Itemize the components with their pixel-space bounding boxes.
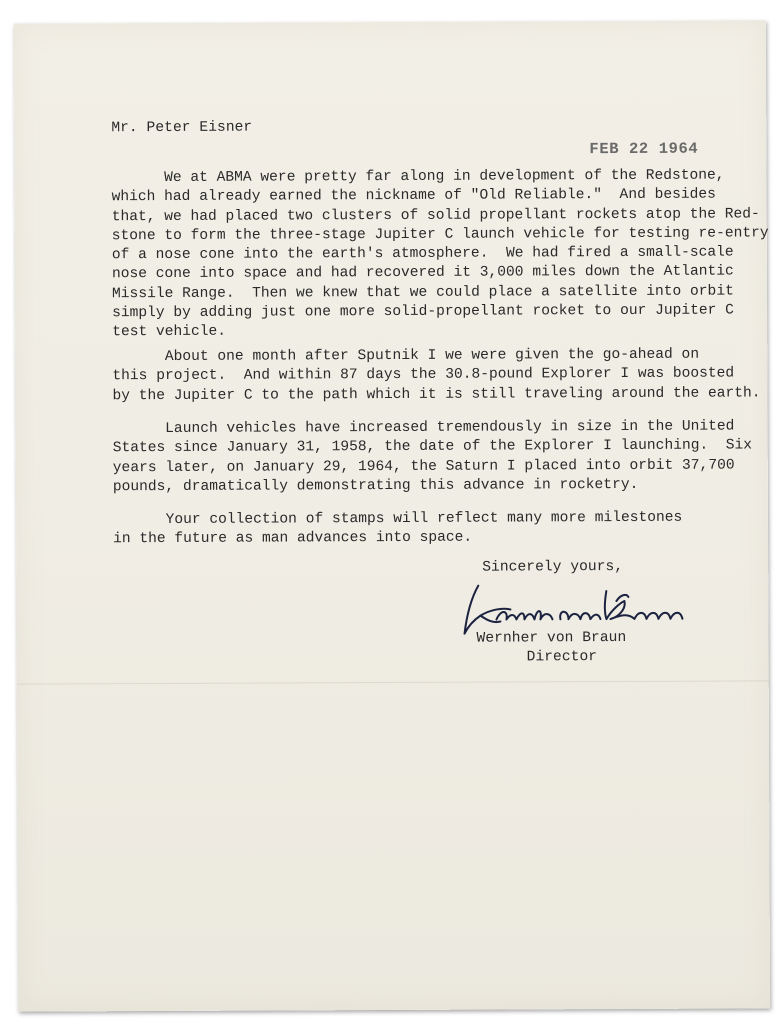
text-line: About one month after Sputnik I we were given the go-ahead on bbox=[112, 346, 700, 366]
text-line: in the future as man advances into space. bbox=[113, 529, 473, 548]
date-stamp: FEB 22 1964 bbox=[589, 139, 699, 159]
paper-fold-line bbox=[17, 680, 769, 684]
signer-title: Director bbox=[526, 649, 598, 666]
text-line: Missile Range. Then we knew that we could place a satellite into orbit bbox=[111, 283, 734, 303]
text-line: States since January 31, 1958, the date of the Explorer I launching. Six bbox=[112, 437, 753, 457]
text-line: pounds, dramatically demonstrating this advance in rocketry. bbox=[112, 476, 639, 496]
text-line: nose cone into space and had recovered it 3,000 miles down the Atlantic bbox=[111, 263, 734, 283]
closing: Sincerely yours, bbox=[482, 558, 624, 576]
text-line: by the Jupiter C to the path which it is still traveling around the earth. bbox=[112, 384, 761, 404]
text-line: We at ABMA were pretty far along in development of the Redstone, bbox=[111, 167, 725, 187]
text-line: test vehicle. bbox=[112, 324, 227, 341]
text-line: of a nose cone into the earth's atmosphere. We had fired a small-scale bbox=[111, 244, 734, 264]
text-line: stone to form the three-stage Jupiter C launch vehicle for testing re-entry bbox=[111, 225, 769, 245]
text-line: years later, on January 29, 1964, the Saturn I placed into orbit 37,700 bbox=[112, 457, 735, 476]
text-line: this project. And within 87 days the 30.8-pound Explorer I was boosted bbox=[112, 365, 735, 385]
paragraph-1 bbox=[111, 166, 769, 343]
text-line: Your collection of stamps will reflect many more milestones bbox=[112, 509, 683, 529]
text-line: simply by adding just one more solid-propellant rocket to our Jupiter C bbox=[112, 302, 734, 322]
signer-name: Wernher von Braun bbox=[476, 629, 627, 647]
paragraph-2 bbox=[112, 345, 760, 406]
letter-page bbox=[14, 20, 770, 1011]
paragraph-3 bbox=[113, 417, 753, 497]
paragraph-4 bbox=[113, 509, 682, 550]
text-line: Launch vehicles have increased tremendously in size in the United bbox=[112, 418, 735, 438]
salutation: Mr. Peter Eisner bbox=[111, 119, 253, 137]
text-line: that, we had placed two clusters of solid propellant rockets atop the Red- bbox=[111, 205, 760, 225]
text-line: which had already earned the nickname of "Old Reliable." And besides bbox=[111, 186, 716, 206]
